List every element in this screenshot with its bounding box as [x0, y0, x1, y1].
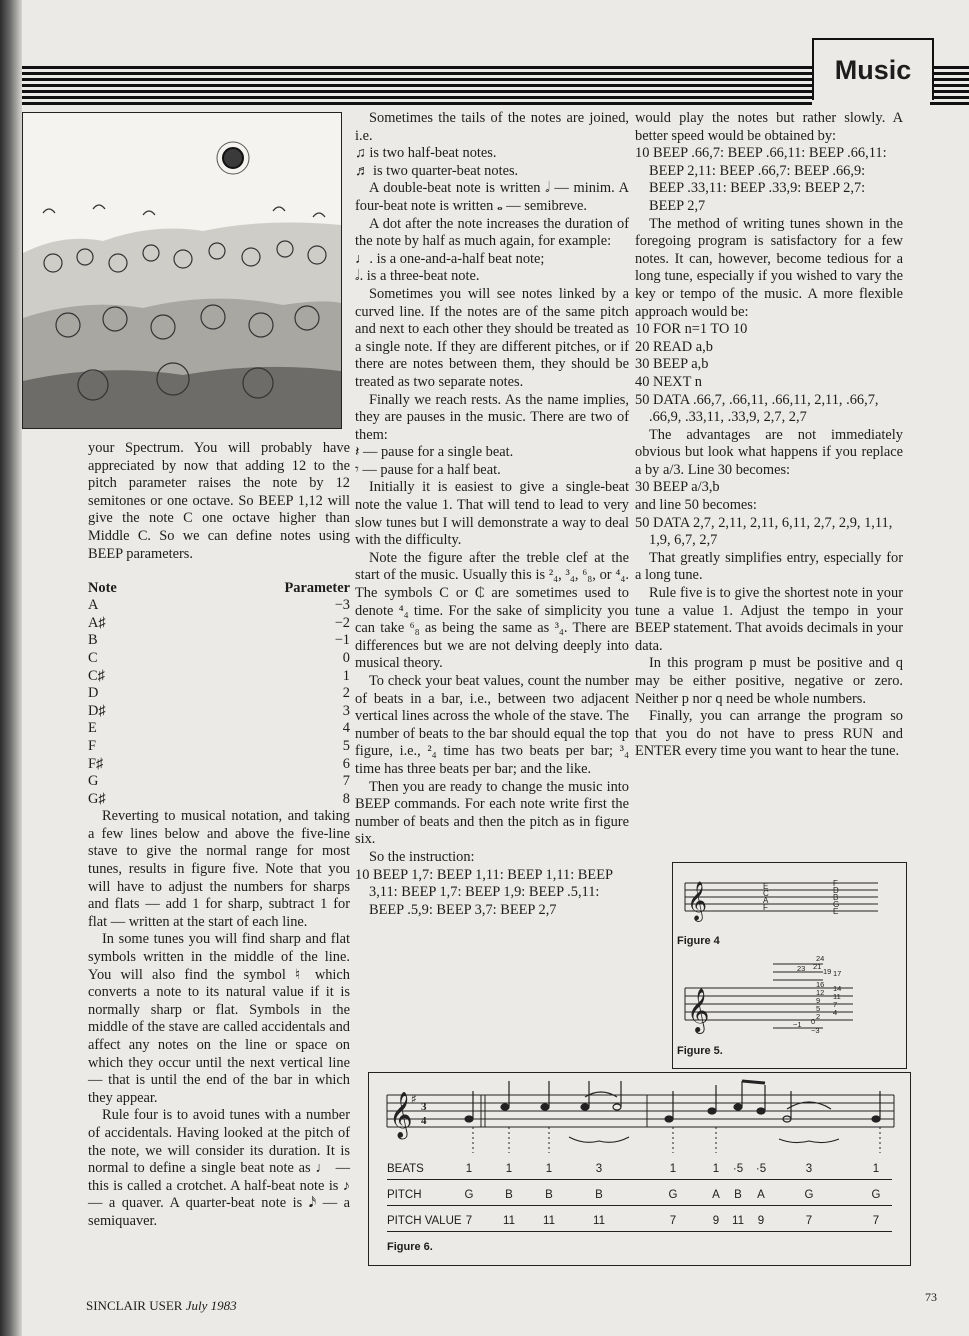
note-name: A: [88, 597, 99, 614]
time-signature-top: 3: [421, 1101, 427, 1113]
code-line: 50 DATA 2,7, 2,11, 2,11, 6,11, 2,7, 2,9, 1,11, 1,9, 6,7, 2,7: [635, 514, 893, 549]
note-name: C: [88, 649, 98, 666]
figure-5-caption: Figure 5.: [677, 1045, 723, 1057]
code-line: 40 NEXT n: [635, 373, 702, 390]
note-parameter: 5: [342, 737, 350, 754]
note-parameter: −3: [334, 597, 350, 614]
fig4-space-letter: E: [763, 882, 769, 891]
pitch-value: B: [734, 1189, 742, 1201]
fig5-number: 14: [833, 984, 842, 993]
beat-value: 1: [545, 1163, 553, 1175]
paragraph: would play the notes but rather slowly. A better speed would be obtained by:: [635, 110, 903, 144]
fig5-number: 2: [816, 1012, 821, 1021]
pitch-number: 11: [593, 1215, 605, 1227]
page-spine-shadow: [0, 0, 22, 1336]
column-right: [635, 110, 903, 761]
fig5-number: 24: [816, 954, 825, 963]
paragraph: and line 50 becomes:: [635, 497, 757, 514]
fig5-number: −3: [811, 1026, 820, 1035]
header-rule: [22, 66, 812, 106]
header-rule-right: [930, 66, 969, 106]
magazine-name: SINCLAIR USER: [86, 1298, 183, 1313]
table-row: [88, 738, 350, 756]
pitch-number: 11: [543, 1215, 555, 1227]
symbol-line: 𝄾 — pause for a half beat.: [355, 461, 501, 478]
beat-value: 1: [712, 1163, 720, 1175]
pitch-value: B: [545, 1189, 553, 1201]
note-name: G♯: [88, 790, 106, 807]
figure-6-stave: [369, 1073, 910, 1153]
beat-value: 3: [595, 1163, 603, 1175]
beat-value: 1: [872, 1163, 880, 1175]
paragraph: A double-beat note is written 𝅗𝅥 — minim. A four-beat note is written 𝅝 — semibreve.: [355, 180, 629, 214]
fig4-line-letter: B: [833, 893, 839, 902]
symbol-line: 𝅗𝅥. is a three-beat note.: [355, 268, 480, 285]
pitch-number: 9: [757, 1215, 765, 1227]
code-line: 10 FOR n=1 TO 10: [635, 321, 748, 338]
table-row: [88, 668, 350, 686]
pitch-number: 11: [732, 1215, 744, 1227]
pitch-number: 7: [805, 1215, 813, 1227]
paragraph: Reverting to musical notation, and taking a few lines below and above the five-line stave to give the normal range for most tunes, results in figure five. Note that you will have to adjust the numbers for sharps and flats — add 1 for sharp, subtract 1 for flat — written at the start of each line.: [88, 808, 350, 930]
table-row: [88, 703, 350, 721]
beat-value: 1: [505, 1163, 513, 1175]
fig4-line-letter: G: [833, 900, 840, 909]
note-parameter: 0: [342, 649, 350, 666]
symbol-line: ♫ is two half-beat notes.: [355, 145, 497, 162]
paragraph: So the instruction:: [369, 848, 475, 865]
pitch-number: 9: [712, 1215, 720, 1227]
paragraph: Sometimes you will see notes linked by a curved line. If the notes are of the same pitch and next to each other they should be treated as a single note. If they are different pitches, or if there are notes between them, they should be treated as two separate notes.: [355, 285, 629, 390]
treble-clef-icon: 𝄞: [687, 988, 710, 1032]
note-parameter: 8: [342, 790, 350, 807]
note-name: A♯: [88, 614, 106, 631]
note-parameter: 7: [342, 773, 350, 790]
pitch-label: PITCH: [387, 1189, 422, 1201]
paragraph: In some tunes you will find sharp and flat symbols written in the middle of the line. You will also find the symbol ♮ which converts a note to its natural value if it is normally sharp or flat. Symbols in the middle of the stave are called accidentals and affect any notes on the line or space on which they occur until the next vertical line — that is until the end of the bar in which they appear.: [88, 931, 350, 1106]
pitch-number: 7: [465, 1215, 473, 1227]
note-parameter: −1: [334, 632, 350, 649]
pitch-value: A: [757, 1189, 765, 1201]
fig5-number: 17: [833, 969, 842, 978]
figure-4-caption: Figure 4: [677, 935, 720, 947]
fig4-space-letter: F: [763, 903, 768, 912]
paragraph: Finally, you can arrange the program so that you do not have to press RUN and ENTER every time you want to hear the tune.: [635, 708, 903, 760]
pitch-value: G: [464, 1189, 474, 1201]
fig4-line-letter: E: [833, 907, 839, 916]
pitch-value: B: [595, 1189, 603, 1201]
fig5-number: 23: [797, 964, 806, 973]
illustration-drawing: [23, 113, 341, 428]
code-line: 30 BEEP a/3,b: [635, 479, 720, 496]
note-name: C♯: [88, 667, 105, 684]
beat-value: 1: [669, 1163, 677, 1175]
paragraph: The advantages are not immediately obvious but look what happens if you replace a by a/3. Line 30 becomes:: [635, 426, 903, 478]
note-parameter: 2: [342, 685, 350, 702]
table-row: [88, 597, 350, 615]
treble-clef-icon: 𝄞: [687, 881, 708, 921]
fig5-number: −1: [793, 1020, 802, 1029]
pitch-number: 7: [872, 1215, 880, 1227]
paragraph: Rule four is to avoid tunes with a number of accidentals. Having looked at the pitch of the note, we will consider its duration. It is normal to define a single beat note as ♩ — this is called a crotchet. A half-beat note is ♪ — a quaver. A quarter-beat note is 𝅘𝅥𝅯 — a semiquaver.: [88, 1107, 350, 1229]
paragraph: That greatly simplifies entry, especially for a long tune.: [635, 549, 903, 584]
code-line: 50 DATA .66,7, .66,11, .66,11, 2,11, .66,7, .66,9, .33,11, .33,9, 2,7, 2,7: [635, 391, 879, 426]
table-row: [88, 632, 350, 650]
beat-value: 1: [465, 1163, 473, 1175]
paragraph: In this program p must be positive and q may be either positive, negative or zero. Neither p nor q need be whole numbers.: [635, 655, 903, 707]
paragraph: Finally we reach rests. As the name implies, they are pauses in the music. There are two of them:: [355, 391, 629, 443]
paragraph: The method of writing tunes shown in the foregoing program is satisfactory for a few notes. It can, however, become tedious for a long tune, especially if you wished to vary the key or tempo of the music. A more flexible approach would be:: [635, 215, 903, 320]
note-parameter: 4: [342, 720, 350, 737]
beat-value: ·5: [755, 1163, 767, 1175]
fig5-number: 12: [816, 988, 825, 997]
pitch-value: B: [505, 1189, 513, 1201]
table-row: [88, 756, 350, 774]
code-line: 30 BEEP a,b: [635, 356, 709, 373]
fig5-number: 19: [823, 967, 832, 976]
column-left: [88, 440, 350, 1231]
paragraph: Initially it is easiest to give a single-beat note the value 1. That will tend to lead to very slow tunes but I will demonstrate a way to deal with the difficulty.: [355, 479, 629, 549]
fig4-space-letter: C: [763, 889, 769, 898]
paragraph: A dot after the note increases the duration of the note by half as much again, for example:: [355, 215, 629, 250]
beat-value: 3: [805, 1163, 813, 1175]
paragraph: Rule five is to give the shortest note in your tune a value 1. Adjust the tempo in your BEEP statement. That avoids decimals in your data.: [635, 585, 903, 654]
sharp-icon: ♯: [411, 1092, 417, 1106]
note-name: D♯: [88, 702, 106, 719]
note-parameter: 3: [342, 702, 350, 719]
fig4-line-letter: F: [833, 879, 838, 888]
fig5-number: 5: [816, 1004, 821, 1013]
symbol-line: ♬ is two quarter-beat notes.: [355, 162, 519, 179]
fig5-number: 0: [811, 1017, 816, 1026]
row-divider: [387, 1231, 892, 1232]
row-divider: [387, 1179, 892, 1180]
figure-6-caption: Figure 6.: [387, 1241, 433, 1253]
paragraph: To check your beat values, count the number of beats in a bar, i.e., between two adjacent vertical lines across the whole of the stave. The number of beats to the bar should equal the top figure, i.e., ²₄ time has two beats per bar; ³₄ time has three beats per bar; and the like.: [355, 673, 629, 777]
note-parameter: 6: [342, 755, 350, 772]
fig5-number: 9: [816, 996, 821, 1005]
table-row: [88, 685, 350, 703]
figure-6-box: [368, 1072, 911, 1266]
row-divider: [387, 1205, 892, 1206]
symbol-line: ♩. is a one-and-a-half beat note;: [355, 250, 545, 267]
table-header-parameter: Parameter: [284, 580, 350, 597]
table-row: [88, 791, 350, 809]
note-name: F: [88, 737, 97, 754]
section-title: Music: [812, 38, 934, 100]
pitch-value: G: [668, 1189, 678, 1201]
stave-figures: [673, 863, 906, 1068]
pitch-value: G: [804, 1189, 814, 1201]
paragraph: Sometimes the tails of the notes are joined, i.e.: [355, 110, 629, 144]
note-name: F♯: [88, 755, 104, 772]
paragraph: Then you are ready to change the music into BEEP commands. For each note write first the number of beats and then the pitch as in figure six.: [355, 778, 629, 848]
paragraph: Note the figure after the treble clef at the start of the music. Usually this is ²₄, ³₄, ⁶₈, or ⁴₄. The symbols C or ₵ are sometimes used to denote ⁴₄ time. For the sake of simplicity you can take ⁶₈ as being the same as ³₄. There are differences but we are not delving deeply into musical theory.: [355, 549, 629, 672]
pitch-value: G: [871, 1189, 881, 1201]
fig4-line-letter: D: [833, 886, 839, 895]
symbol-line: 𝄽 — pause for a single beat.: [355, 444, 514, 461]
pitch-number: 11: [503, 1215, 515, 1227]
pitch-value: A: [712, 1189, 720, 1201]
treble-clef-icon: 𝄞: [389, 1092, 413, 1138]
note-name: B: [88, 632, 98, 649]
pitch-value-label: PITCH VALUE: [387, 1215, 462, 1227]
page-number: 73: [925, 1290, 937, 1304]
fig5-number: 16: [816, 980, 825, 989]
table-header-note: Note: [88, 580, 117, 597]
table-row: [88, 650, 350, 668]
note-name: E: [88, 720, 97, 737]
table-row: [88, 615, 350, 633]
fig5-number: 7: [833, 1000, 838, 1009]
time-signature-bottom: 4: [421, 1115, 427, 1127]
note-name: D: [88, 685, 99, 702]
note-parameter: −2: [334, 614, 350, 631]
table-row: [88, 773, 350, 791]
issue-date: July 1983: [185, 1298, 237, 1313]
column-middle: [355, 110, 629, 919]
page-footer: [86, 1298, 237, 1314]
paragraph: your Spectrum. You will probably have appreciated by now that adding 12 to the pitch parameter raises the note by 12 semitones or one octave. So BEEP 1,12 will give the note C one octave higher than Middle C. So we can define notes using BEEP parameters.: [88, 440, 350, 562]
figures-4-5-box: [672, 862, 907, 1069]
pitch-number: 7: [669, 1215, 677, 1227]
fig5-number: 11: [833, 992, 841, 1001]
concert-audience-illustration: [22, 112, 342, 429]
beats-label: BEATS: [387, 1163, 424, 1175]
note-parameter-table: [88, 579, 350, 808]
fig5-number: 21: [813, 962, 822, 971]
fig5-number: 4: [833, 1008, 838, 1017]
note-parameter: 1: [342, 667, 350, 684]
beat-value: ·5: [732, 1163, 744, 1175]
code-line: 10 BEEP .66,7: BEEP .66,11: BEEP .66,11: BEEP 2,11: BEEP .66,7: BEEP .66,9: BEEP .33,11: BEEP .33,9: BEEP 2,7: BEEP 2,7: [635, 145, 887, 214]
table-row: [88, 720, 350, 738]
code-line: 20 READ a,b: [635, 338, 713, 355]
code-line: 10 BEEP 1,7: BEEP 1,11: BEEP 1,11: BEEP 3,11: BEEP 1,7: BEEP 1,9: BEEP .5,11: BEEP .5,9: BEEP 3,7: BEEP 2,7: [355, 866, 613, 918]
note-name: G: [88, 773, 99, 790]
fig4-space-letter: A: [763, 896, 769, 905]
